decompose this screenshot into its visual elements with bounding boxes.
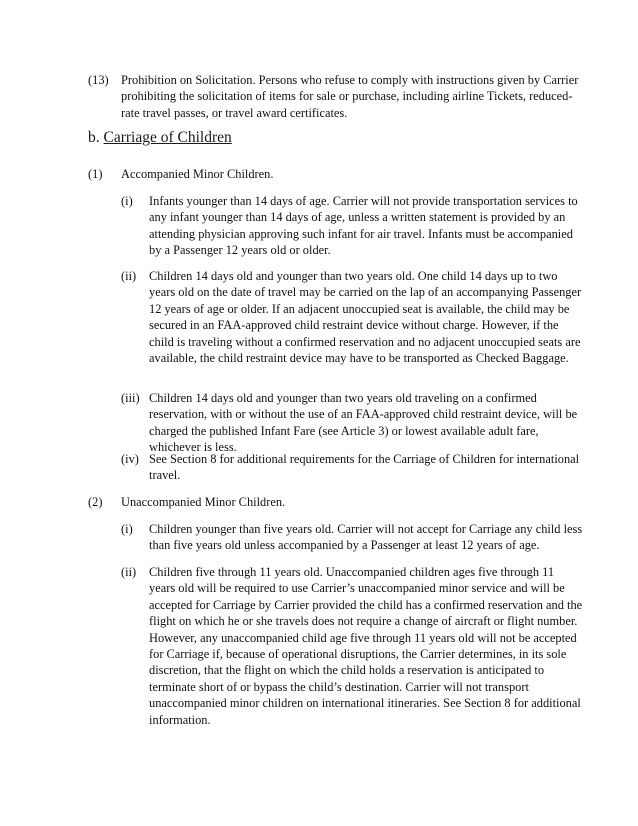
section-title: Carriage of Children <box>103 129 232 146</box>
sub2-item-ii-text: Children five through 11 years old. Unaccompanied children ages five through 11 years old will be required to use Carrier’s unaccompanied minor service and will be accepted for Carriage by Carrier provided the child has a confirmed reservation and the flight on which he or she travels does not require a change of aircraft or flight number. However, any unaccompanied child age five through 11 years old will not be accepted for Carriage if, because of operational disruptions, the Carrier determines, in its sole discretion, that the flight on which the child holds a reservation is anticipated to terminate short of or bypass the child’s destination. Carrier will not transport unaccompanied minor children on international itineraries. See Section 8 for additional information. <box>149 565 583 727</box>
sub1-item-ii <box>121 268 583 366</box>
sub1-item-iii-text: Children 14 days old and younger than two years old traveling on a confirmed reservation, with or without the use of an FAA-approved child restraint device, will be charged the published Infant Fare (see Article 3) or lowest available adult fare, whichever is less. <box>149 391 578 455</box>
sub1-item-iii-label: (iii) <box>121 391 140 405</box>
subsection-1-label: (1) <box>88 167 103 181</box>
sub1-item-iv-text: See Section 8 for additional requirements for the Carriage of Children for international travel. <box>149 452 580 483</box>
sub1-item-iv <box>121 451 583 484</box>
item-13 <box>88 72 583 121</box>
subsection-1-title <box>88 166 583 182</box>
subsection-2-label: (2) <box>88 495 103 509</box>
sub2-item-i-label: (i) <box>121 522 133 536</box>
sub1-item-ii-text: Children 14 days old and younger than two years old. One child 14 days up to two years old on the date of travel may be carried on the lap of an accompanying Passenger 12 years of age or older. If an adjacent unoccupied seat is available, the child may be secured in an FAA-approved child restraint device without charge. However, if the child is traveling without a confirmed reservation and no adjacent unoccupied seats are available, the child restraint device may have to be transported as Checked Baggage. <box>149 269 582 366</box>
subsection-1-heading: Accompanied Minor Children. <box>121 167 274 181</box>
subsection-2-heading: Unaccompanied Minor Children. <box>121 495 286 509</box>
sub2-item-i <box>121 521 583 554</box>
sub1-item-i-text: Infants younger than 14 days of age. Carrier will not provide transportation services to any infant younger than 14 days of age, unless a written statement is provided by an attending physician approving such infant for air travel. Infants must be accompanied by a Passenger 12 years old or older. <box>149 194 578 258</box>
subsection-2-title <box>88 494 583 510</box>
item-13-label: (13) <box>88 73 109 87</box>
sub2-item-ii <box>121 564 583 728</box>
sub1-item-i-label: (i) <box>121 194 133 208</box>
item-13-text: Prohibition on Solicitation. Persons who refuse to comply with instructions given by Carrier prohibiting the solicitation of items for sale or purchase, including airline Tickets, reduced-rate travel passes, or travel award certificates. <box>121 73 579 120</box>
sub1-item-iii <box>121 390 583 456</box>
sub1-item-i <box>121 193 583 259</box>
sub1-item-ii-label: (ii) <box>121 269 137 283</box>
section-heading <box>88 128 232 148</box>
section-letter: b. <box>88 129 100 146</box>
sub2-item-i-text: Children younger than five years old. Carrier will not accept for Carriage any child less than five years old unless accompanied by a Passenger at least 12 years of age. <box>149 522 583 553</box>
sub2-item-ii-label: (ii) <box>121 565 137 579</box>
sub1-item-iv-label: (iv) <box>121 452 139 466</box>
